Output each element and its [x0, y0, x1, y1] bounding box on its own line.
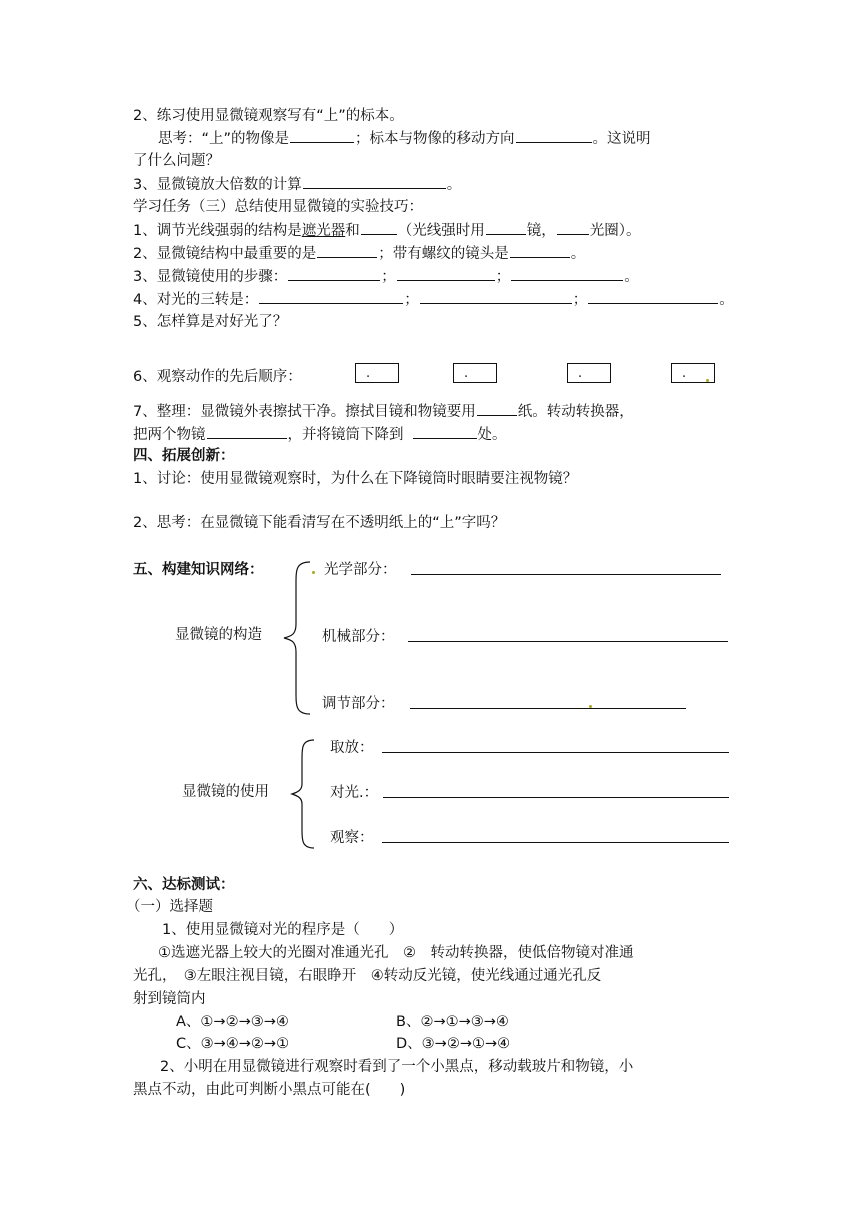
tip-7-label: 7、整理：显微镜外表擦拭干净。擦拭目镜和物镜要用	[133, 404, 476, 420]
period: 。	[570, 246, 586, 262]
answer-blank[interactable]	[511, 266, 623, 281]
answer-blank[interactable]	[288, 266, 380, 281]
answer-blank[interactable]	[420, 289, 572, 304]
stray-dot	[589, 705, 592, 708]
answer-blank[interactable]	[413, 424, 477, 439]
separator: ；	[381, 269, 396, 285]
task-2-text: 2、练习使用显微镜观察写有“上”的标本。	[133, 108, 404, 124]
period: 。	[446, 177, 462, 193]
question-1-line-3: 射到镜筒内	[133, 991, 206, 1007]
underlined-answer: 遮光器	[301, 223, 346, 239]
option-d[interactable]: D、③→②→①→④	[396, 1036, 511, 1052]
tip-2-line	[133, 243, 585, 264]
option-a[interactable]: A、①→②→③→④	[176, 1014, 289, 1030]
answer-blank[interactable]	[207, 424, 287, 439]
question-1-line-2: 光孔， ③左眼注视目镜，右眼睁开 ④转动反光镜，使光线通过通光孔反	[133, 968, 602, 984]
think-question: 2、思考：在显微镜下能看清写在不透明纸上的“上”字吗？	[133, 515, 506, 531]
order-box-text: .	[464, 366, 469, 381]
period: 。	[624, 269, 639, 285]
think-text-2: ；标本与物像的移动方向	[355, 131, 515, 147]
stray-dot	[312, 571, 315, 574]
tip-7-text-3: ，并将镜筒下降到	[287, 427, 404, 443]
use-brace	[290, 738, 316, 850]
tip-7-line-cont	[133, 424, 507, 445]
tip-6-line: 6、观察动作的先后顺序：	[133, 369, 302, 385]
answer-line[interactable]	[411, 574, 721, 575]
structure-item-mechanical: 机械部分：	[322, 629, 395, 645]
tip-3-label: 3、显微镜使用的步骤：	[133, 269, 288, 285]
task-3-heading: 学习任务（三）总结使用显微镜的实验技巧：	[133, 199, 423, 215]
tip-2-label: 2、显微镜结构中最重要的是	[133, 246, 317, 262]
structure-brace	[282, 560, 312, 716]
tip-1-text-2: 镜，	[526, 223, 556, 239]
think-line-cont: 了什么问题？	[133, 153, 220, 169]
tip-4-line	[133, 289, 734, 310]
separator: ；	[404, 292, 419, 308]
answer-blank[interactable]	[317, 243, 377, 258]
tip-7-text-4: 处。	[477, 427, 507, 443]
structure-item-optical: 光学部分：	[324, 562, 397, 578]
question-2-line-2: 黑点不动，由此可判断小黑点可能在( )	[133, 1082, 406, 1098]
option-c[interactable]: C、③→④→②→①	[176, 1036, 290, 1052]
tip-1-text: （光线强时用	[397, 223, 485, 239]
stray-dot	[706, 379, 709, 382]
question-1: 1、使用显微镜对光的程序是（ ）	[162, 922, 404, 938]
think-text-3: 。这说明	[592, 131, 651, 147]
order-box-text: .	[682, 366, 687, 381]
answer-line[interactable]	[383, 797, 729, 798]
think-line	[158, 128, 651, 149]
answer-blank[interactable]	[290, 128, 354, 143]
magnification-label: 3、显微镜放大倍数的计算	[133, 177, 302, 193]
option-b[interactable]: B、②→①→③→④	[396, 1014, 509, 1030]
question-2-line-1: 2、小明在用显微镜进行观察时看到了一个小黑点，移动载玻片和物镜，小	[160, 1059, 634, 1075]
order-box-3[interactable]	[567, 363, 611, 383]
answer-blank[interactable]	[588, 289, 718, 304]
discussion-question: 1、讨论：使用显微镜观察时，为什么在下降镜筒时眼睛要注视物镜？	[133, 471, 578, 487]
answer-line[interactable]	[410, 708, 686, 709]
separator: ；	[572, 292, 588, 308]
tip-7-text: 纸。转动转换器，	[517, 404, 634, 420]
use-item-fetch: 取放：	[330, 740, 374, 756]
order-box-2[interactable]	[453, 363, 497, 383]
use-item-observe: 观察：	[330, 830, 374, 846]
tip-1-text-3: 光圈）。	[589, 223, 641, 239]
answer-line[interactable]	[408, 641, 728, 642]
and-text: 和	[345, 223, 360, 239]
question-type: （一）选择题	[126, 899, 213, 915]
tip-1-label: 1、调节光线强弱的结构是	[133, 223, 302, 239]
answer-blank[interactable]	[557, 220, 589, 235]
order-box-1[interactable]	[355, 363, 399, 383]
tip-7-text-2: 把两个物镜	[133, 427, 206, 443]
order-box-text: .	[578, 366, 583, 381]
answer-blank[interactable]	[486, 220, 526, 235]
order-box-text: .	[366, 366, 371, 381]
answer-line[interactable]	[382, 752, 729, 753]
section-6-heading: 六、达标测试：	[133, 877, 235, 893]
use-item-light: 对光.：	[330, 785, 379, 801]
answer-blank[interactable]	[397, 266, 495, 281]
tip-7-line	[133, 401, 634, 422]
period: 。	[719, 292, 734, 308]
answer-blank[interactable]	[259, 289, 403, 304]
structure-title: 显微镜的构造	[175, 627, 262, 643]
tip-5-line: 5、怎样算是对好光了？	[133, 314, 288, 330]
think-label: 思考：“上”的物像是	[158, 131, 290, 147]
answer-blank[interactable]	[516, 128, 592, 143]
separator: ；	[495, 269, 511, 285]
tip-1-line	[133, 220, 640, 241]
answer-blank[interactable]	[361, 220, 397, 235]
section-4-heading: 四、拓展创新：	[133, 448, 235, 464]
answer-line[interactable]	[382, 842, 729, 843]
answer-blank[interactable]	[303, 174, 446, 189]
answer-blank[interactable]	[510, 243, 570, 258]
structure-item-adjust: 调节部分：	[322, 696, 395, 712]
magnification-line	[133, 174, 461, 195]
section-5-heading: 五、构建知识网络：	[133, 562, 264, 578]
answer-blank[interactable]	[477, 401, 517, 416]
tip-2-text: ；带有螺纹的镜头是	[378, 246, 509, 262]
tip-4-label: 4、对光的三转是：	[133, 292, 259, 308]
tip-3-line	[133, 266, 639, 287]
question-1-line-1: ①选遮光器上较大的光圈对准通光孔 ② 转动转换器，使低倍物镜对准通	[158, 945, 634, 961]
use-title: 显微镜的使用	[182, 784, 269, 800]
